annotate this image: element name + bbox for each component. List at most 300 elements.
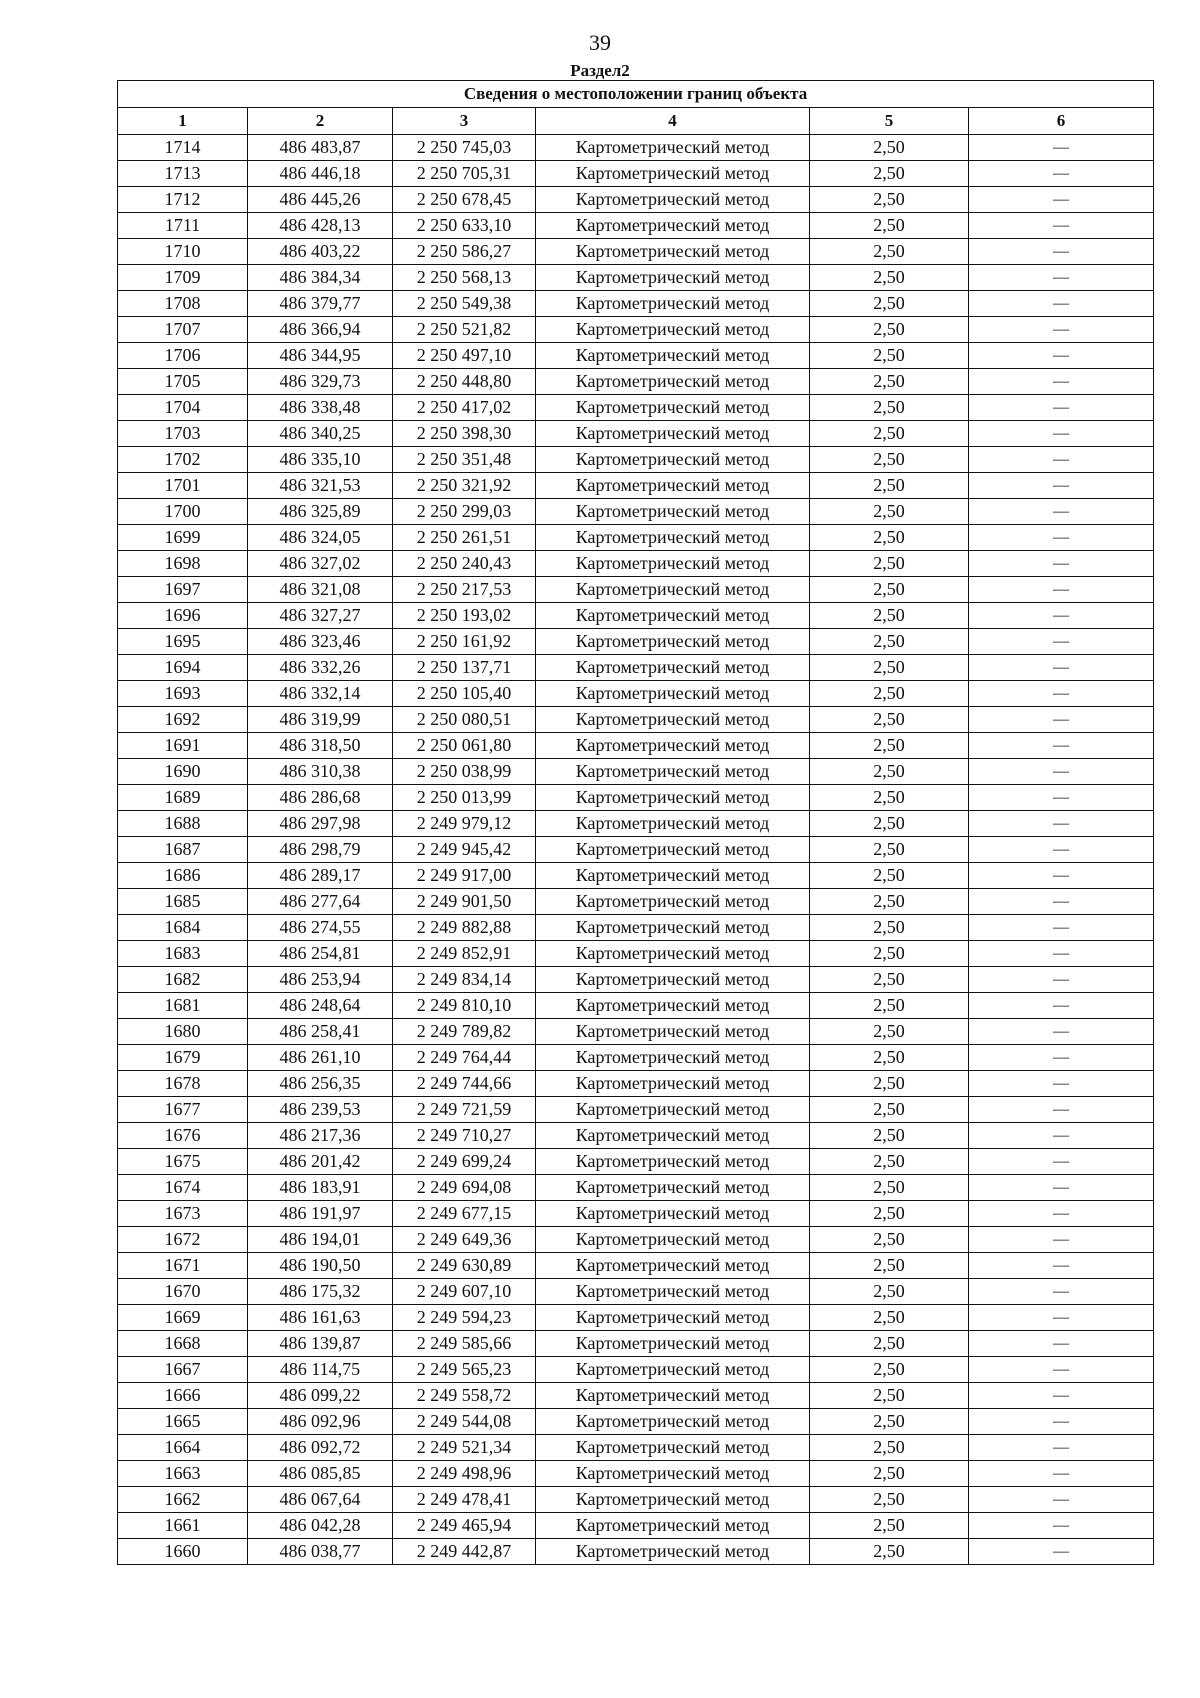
table-row [118,265,1154,291]
cell-note: — [969,1201,1154,1227]
cell-method: Картометрический метод [536,1305,810,1331]
table-header-row [118,108,1154,135]
table-row [118,915,1154,941]
cell-method: Картометрический метод [536,1331,810,1357]
cell-accuracy: 2,50 [810,967,969,993]
cell-coordinate-y: 2 249 744,66 [393,1071,536,1097]
cell-note: — [969,1357,1154,1383]
cell-accuracy: 2,50 [810,1331,969,1357]
cell-accuracy: 2,50 [810,1409,969,1435]
cell-method: Картометрический метод [536,889,810,915]
cell-point-number: 1667 [118,1357,248,1383]
cell-accuracy: 2,50 [810,1071,969,1097]
cell-coordinate-x: 486 258,41 [248,1019,393,1045]
cell-method: Картометрический метод [536,1383,810,1409]
cell-method: Картометрический метод [536,577,810,603]
cell-note: — [969,1175,1154,1201]
cell-note: — [969,1227,1154,1253]
table-row [118,681,1154,707]
cell-coordinate-y: 2 250 161,92 [393,629,536,655]
table-row [118,733,1154,759]
cell-method: Картометрический метод [536,265,810,291]
cell-note: — [969,447,1154,473]
cell-point-number: 1686 [118,863,248,889]
table-row [118,837,1154,863]
cell-coordinate-x: 486 332,26 [248,655,393,681]
cell-method: Картометрический метод [536,1513,810,1539]
cell-coordinate-y: 2 250 678,45 [393,187,536,213]
cell-method: Картометрический метод [536,1357,810,1383]
table-row [118,1123,1154,1149]
table-row [118,343,1154,369]
cell-accuracy: 2,50 [810,551,969,577]
cell-coordinate-x: 486 194,01 [248,1227,393,1253]
cell-coordinate-x: 486 332,14 [248,681,393,707]
cell-note: — [969,941,1154,967]
table-row [118,1435,1154,1461]
cell-accuracy: 2,50 [810,1435,969,1461]
cell-accuracy: 2,50 [810,1175,969,1201]
table-row [118,1461,1154,1487]
cell-accuracy: 2,50 [810,265,969,291]
cell-coordinate-x: 486 161,63 [248,1305,393,1331]
cell-point-number: 1675 [118,1149,248,1175]
cell-coordinate-y: 2 250 586,27 [393,239,536,265]
cell-note: — [969,1539,1154,1565]
table-row [118,1357,1154,1383]
cell-method: Картометрический метод [536,1045,810,1071]
table-row [118,655,1154,681]
cell-coordinate-x: 486 384,34 [248,265,393,291]
cell-note: — [969,525,1154,551]
cell-method: Картометрический метод [536,863,810,889]
cell-coordinate-y: 2 249 945,42 [393,837,536,863]
cell-method: Картометрический метод [536,1175,810,1201]
cell-method: Картометрический метод [536,1019,810,1045]
cell-note: — [969,1071,1154,1097]
cell-accuracy: 2,50 [810,291,969,317]
cell-coordinate-x: 486 310,38 [248,759,393,785]
cell-coordinate-x: 486 253,94 [248,967,393,993]
table-row [118,1383,1154,1409]
cell-accuracy: 2,50 [810,915,969,941]
cell-point-number: 1685 [118,889,248,915]
table-row [118,369,1154,395]
cell-accuracy: 2,50 [810,447,969,473]
cell-coordinate-x: 486 277,64 [248,889,393,915]
cell-note: — [969,187,1154,213]
cell-accuracy: 2,50 [810,473,969,499]
cell-coordinate-y: 2 249 544,08 [393,1409,536,1435]
cell-accuracy: 2,50 [810,603,969,629]
cell-coordinate-y: 2 249 677,15 [393,1201,536,1227]
table-row [118,1175,1154,1201]
cell-coordinate-x: 486 289,17 [248,863,393,889]
table-row [118,499,1154,525]
cell-coordinate-y: 2 250 417,02 [393,395,536,421]
cell-coordinate-x: 486 085,85 [248,1461,393,1487]
cell-point-number: 1669 [118,1305,248,1331]
cell-point-number: 1660 [118,1539,248,1565]
cell-method: Картометрический метод [536,213,810,239]
cell-accuracy: 2,50 [810,1149,969,1175]
table-row [118,447,1154,473]
cell-coordinate-x: 486 254,81 [248,941,393,967]
cell-point-number: 1668 [118,1331,248,1357]
cell-coordinate-x: 486 344,95 [248,343,393,369]
cell-coordinate-x: 486 239,53 [248,1097,393,1123]
cell-coordinate-x: 486 286,68 [248,785,393,811]
cell-coordinate-x: 486 183,91 [248,1175,393,1201]
cell-accuracy: 2,50 [810,1461,969,1487]
cell-point-number: 1674 [118,1175,248,1201]
cell-note: — [969,915,1154,941]
cell-note: — [969,1123,1154,1149]
cell-coordinate-y: 2 250 061,80 [393,733,536,759]
cell-coordinate-x: 486 248,64 [248,993,393,1019]
cell-coordinate-y: 2 250 240,43 [393,551,536,577]
table-row [118,317,1154,343]
cell-coordinate-x: 486 256,35 [248,1071,393,1097]
cell-accuracy: 2,50 [810,1201,969,1227]
table-row [118,863,1154,889]
cell-coordinate-x: 486 175,32 [248,1279,393,1305]
cell-coordinate-y: 2 249 721,59 [393,1097,536,1123]
cell-coordinate-x: 486 335,10 [248,447,393,473]
cell-method: Картометрический метод [536,499,810,525]
cell-note: — [969,785,1154,811]
table-row [118,239,1154,265]
cell-method: Картометрический метод [536,291,810,317]
cell-coordinate-y: 2 250 013,99 [393,785,536,811]
cell-coordinate-y: 2 250 705,31 [393,161,536,187]
table-row [118,889,1154,915]
table-row [118,1253,1154,1279]
cell-method: Картометрический метод [536,655,810,681]
table-row [118,525,1154,551]
cell-accuracy: 2,50 [810,785,969,811]
cell-note: — [969,473,1154,499]
cell-note: — [969,1409,1154,1435]
cell-method: Картометрический метод [536,421,810,447]
cell-note: — [969,1097,1154,1123]
cell-coordinate-y: 2 249 498,96 [393,1461,536,1487]
cell-point-number: 1712 [118,187,248,213]
cell-accuracy: 2,50 [810,1539,969,1565]
cell-note: — [969,135,1154,161]
cell-accuracy: 2,50 [810,681,969,707]
cell-note: — [969,707,1154,733]
cell-coordinate-x: 486 114,75 [248,1357,393,1383]
cell-note: — [969,1513,1154,1539]
cell-method: Картометрический метод [536,317,810,343]
cell-point-number: 1694 [118,655,248,681]
boundary-table [117,80,1154,1565]
cell-note: — [969,1383,1154,1409]
cell-point-number: 1681 [118,993,248,1019]
cell-coordinate-x: 486 446,18 [248,161,393,187]
cell-method: Картометрический метод [536,473,810,499]
cell-point-number: 1698 [118,551,248,577]
cell-point-number: 1696 [118,603,248,629]
cell-accuracy: 2,50 [810,135,969,161]
cell-method: Картометрический метод [536,915,810,941]
cell-accuracy: 2,50 [810,629,969,655]
cell-coordinate-y: 2 249 594,23 [393,1305,536,1331]
cell-method: Картометрический метод [536,603,810,629]
cell-accuracy: 2,50 [810,837,969,863]
cell-method: Картометрический метод [536,759,810,785]
cell-method: Картометрический метод [536,993,810,1019]
cell-point-number: 1707 [118,317,248,343]
cell-point-number: 1710 [118,239,248,265]
cell-method: Картометрический метод [536,941,810,967]
table-row [118,135,1154,161]
cell-method: Картометрический метод [536,811,810,837]
cell-accuracy: 2,50 [810,811,969,837]
cell-coordinate-y: 2 249 979,12 [393,811,536,837]
cell-accuracy: 2,50 [810,707,969,733]
table-row [118,551,1154,577]
cell-point-number: 1687 [118,837,248,863]
cell-coordinate-y: 2 250 038,99 [393,759,536,785]
cell-accuracy: 2,50 [810,941,969,967]
cell-coordinate-x: 486 191,97 [248,1201,393,1227]
cell-coordinate-x: 486 445,26 [248,187,393,213]
cell-accuracy: 2,50 [810,161,969,187]
cell-coordinate-y: 2 249 789,82 [393,1019,536,1045]
cell-point-number: 1671 [118,1253,248,1279]
cell-point-number: 1705 [118,369,248,395]
cell-accuracy: 2,50 [810,1097,969,1123]
cell-method: Картометрический метод [536,551,810,577]
cell-coordinate-x: 486 318,50 [248,733,393,759]
cell-coordinate-x: 486 321,08 [248,577,393,603]
cell-point-number: 1695 [118,629,248,655]
cell-coordinate-y: 2 249 649,36 [393,1227,536,1253]
cell-point-number: 1663 [118,1461,248,1487]
cell-method: Картометрический метод [536,447,810,473]
column-header: 5 [810,108,969,135]
cell-note: — [969,421,1154,447]
cell-point-number: 1677 [118,1097,248,1123]
table-row [118,941,1154,967]
cell-coordinate-y: 2 250 549,38 [393,291,536,317]
cell-coordinate-x: 486 092,96 [248,1409,393,1435]
cell-note: — [969,759,1154,785]
cell-note: — [969,811,1154,837]
cell-accuracy: 2,50 [810,889,969,915]
cell-coordinate-x: 486 379,77 [248,291,393,317]
cell-coordinate-x: 486 067,64 [248,1487,393,1513]
cell-coordinate-y: 2 250 448,80 [393,369,536,395]
table-row [118,811,1154,837]
cell-point-number: 1701 [118,473,248,499]
cell-coordinate-y: 2 250 137,71 [393,655,536,681]
table-row [118,1071,1154,1097]
cell-accuracy: 2,50 [810,395,969,421]
table-row [118,1409,1154,1435]
cell-coordinate-y: 2 250 321,92 [393,473,536,499]
cell-note: — [969,1045,1154,1071]
cell-point-number: 1706 [118,343,248,369]
cell-accuracy: 2,50 [810,187,969,213]
cell-method: Картометрический метод [536,1123,810,1149]
cell-accuracy: 2,50 [810,1487,969,1513]
cell-point-number: 1679 [118,1045,248,1071]
cell-point-number: 1664 [118,1435,248,1461]
table-row [118,291,1154,317]
cell-coordinate-x: 486 403,22 [248,239,393,265]
cell-coordinate-y: 2 249 852,91 [393,941,536,967]
cell-coordinate-y: 2 249 558,72 [393,1383,536,1409]
cell-note: — [969,1305,1154,1331]
table-row [118,759,1154,785]
cell-accuracy: 2,50 [810,759,969,785]
cell-note: — [969,161,1154,187]
cell-note: — [969,343,1154,369]
cell-accuracy: 2,50 [810,1357,969,1383]
cell-note: — [969,837,1154,863]
cell-coordinate-y: 2 250 398,30 [393,421,536,447]
cell-point-number: 1682 [118,967,248,993]
column-header: 6 [969,108,1154,135]
cell-coordinate-x: 486 139,87 [248,1331,393,1357]
table-row [118,421,1154,447]
cell-method: Картометрический метод [536,395,810,421]
column-header: 2 [248,108,393,135]
cell-point-number: 1693 [118,681,248,707]
cell-accuracy: 2,50 [810,1253,969,1279]
cell-accuracy: 2,50 [810,1305,969,1331]
cell-coordinate-y: 2 250 261,51 [393,525,536,551]
column-header: 1 [118,108,248,135]
cell-point-number: 1709 [118,265,248,291]
cell-coordinate-x: 486 190,50 [248,1253,393,1279]
table-row [118,785,1154,811]
cell-coordinate-x: 486 428,13 [248,213,393,239]
cell-coordinate-x: 486 325,89 [248,499,393,525]
table-row [118,395,1154,421]
cell-coordinate-x: 486 261,10 [248,1045,393,1071]
cell-accuracy: 2,50 [810,1123,969,1149]
cell-method: Картометрический метод [536,1253,810,1279]
cell-coordinate-x: 486 366,94 [248,317,393,343]
cell-coordinate-y: 2 249 699,24 [393,1149,536,1175]
cell-note: — [969,967,1154,993]
cell-point-number: 1673 [118,1201,248,1227]
cell-note: — [969,1461,1154,1487]
cell-accuracy: 2,50 [810,733,969,759]
cell-accuracy: 2,50 [810,655,969,681]
cell-coordinate-y: 2 250 299,03 [393,499,536,525]
cell-point-number: 1676 [118,1123,248,1149]
cell-note: — [969,239,1154,265]
cell-note: — [969,603,1154,629]
cell-coordinate-y: 2 249 882,88 [393,915,536,941]
table-row [118,1201,1154,1227]
cell-note: — [969,499,1154,525]
cell-note: — [969,889,1154,915]
cell-method: Картометрический метод [536,1149,810,1175]
cell-accuracy: 2,50 [810,239,969,265]
table-row [118,1097,1154,1123]
cell-point-number: 1689 [118,785,248,811]
cell-coordinate-y: 2 249 521,34 [393,1435,536,1461]
cell-method: Картометрический метод [536,629,810,655]
cell-method: Картометрический метод [536,1279,810,1305]
cell-coordinate-y: 2 249 834,14 [393,967,536,993]
cell-point-number: 1680 [118,1019,248,1045]
table-row [118,1305,1154,1331]
cell-point-number: 1703 [118,421,248,447]
cell-coordinate-x: 486 321,53 [248,473,393,499]
cell-accuracy: 2,50 [810,525,969,551]
cell-coordinate-x: 486 297,98 [248,811,393,837]
cell-point-number: 1670 [118,1279,248,1305]
table-row [118,187,1154,213]
cell-coordinate-y: 2 250 745,03 [393,135,536,161]
cell-coordinate-y: 2 249 442,87 [393,1539,536,1565]
cell-note: — [969,1331,1154,1357]
cell-note: — [969,629,1154,655]
cell-point-number: 1662 [118,1487,248,1513]
table-row [118,577,1154,603]
cell-coordinate-x: 486 327,27 [248,603,393,629]
table-row [118,603,1154,629]
table-row [118,1331,1154,1357]
cell-coordinate-y: 2 250 217,53 [393,577,536,603]
cell-point-number: 1697 [118,577,248,603]
cell-method: Картометрический метод [536,1487,810,1513]
cell-note: — [969,551,1154,577]
cell-coordinate-x: 486 092,72 [248,1435,393,1461]
cell-method: Картометрический метод [536,1409,810,1435]
cell-accuracy: 2,50 [810,1279,969,1305]
cell-point-number: 1688 [118,811,248,837]
cell-note: — [969,291,1154,317]
cell-coordinate-x: 486 274,55 [248,915,393,941]
cell-method: Картометрический метод [536,1071,810,1097]
cell-coordinate-x: 486 042,28 [248,1513,393,1539]
cell-accuracy: 2,50 [810,421,969,447]
table-title-row [118,81,1154,108]
cell-coordinate-x: 486 298,79 [248,837,393,863]
cell-method: Картометрический метод [536,967,810,993]
cell-method: Картометрический метод [536,1539,810,1565]
cell-accuracy: 2,50 [810,1019,969,1045]
cell-point-number: 1691 [118,733,248,759]
cell-coordinate-y: 2 249 710,27 [393,1123,536,1149]
cell-coordinate-y: 2 249 630,89 [393,1253,536,1279]
cell-note: — [969,681,1154,707]
cell-point-number: 1672 [118,1227,248,1253]
cell-note: — [969,265,1154,291]
table-row [118,993,1154,1019]
cell-method: Картометрический метод [536,707,810,733]
column-header: 4 [536,108,810,135]
cell-coordinate-y: 2 249 764,44 [393,1045,536,1071]
table-row [118,1539,1154,1565]
cell-point-number: 1700 [118,499,248,525]
cell-point-number: 1666 [118,1383,248,1409]
cell-accuracy: 2,50 [810,1227,969,1253]
cell-point-number: 1702 [118,447,248,473]
cell-point-number: 1678 [118,1071,248,1097]
table-row [118,1149,1154,1175]
cell-coordinate-y: 2 249 465,94 [393,1513,536,1539]
cell-accuracy: 2,50 [810,343,969,369]
